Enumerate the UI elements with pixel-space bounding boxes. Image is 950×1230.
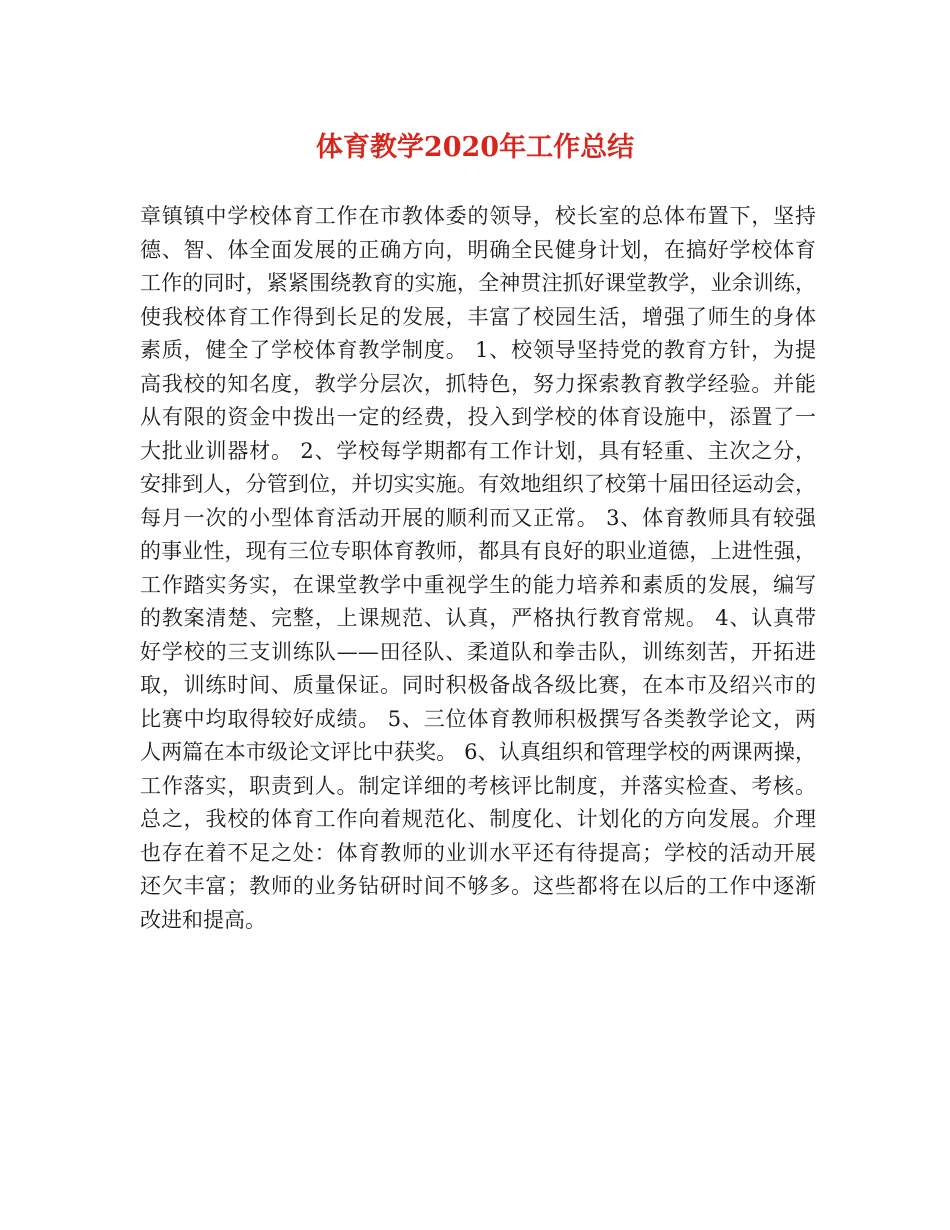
- body-line: 工作踏实务实，在课堂教学中重视学生的能力培养和素质的发展，编写: [140, 572, 816, 597]
- body-line: 总之，我校的体育工作向着规范化、制度化、计划化的方向发展。介理: [140, 807, 816, 831]
- body-line: 改进和提高。: [140, 907, 266, 932]
- document-title: 体育教学2020年工作总结: [315, 132, 635, 163]
- body-line: 德、智、体全面发展的正确方向，明确全民健身计划，在搞好学校体育: [140, 237, 816, 262]
- document-body: [140, 200, 816, 937]
- body-line: 人两篇在本市级论文评比中获奖。 6、认真组织和管理学校的两课两操，: [140, 740, 816, 764]
- body-line: 高我校的知名度，教学分层次，抓特色，努力探索教育教学经验。并能: [140, 371, 816, 396]
- body-line: 的事业性，现有三位专职体育教师，都具有良好的职业道德，上进性强，: [140, 539, 816, 563]
- body-line: 素质，健全了学校体育教学制度。 1、校领导坚持党的教育方针，为提: [140, 338, 816, 362]
- body-line: 章镇镇中学校体育工作在市教体委的领导，校长室的总体布置下，坚持: [140, 204, 816, 228]
- body-line: 好学校的三支训练队——田径队、柔道队和拳击队，训练刻苦，开拓进: [140, 639, 816, 664]
- body-line: 也存在着不足之处：体育教师的业训水平还有待提高；学校的活动开展: [140, 840, 816, 865]
- body-line: 安排到人，分管到位，并切实实施。有效地组织了校第十届田径运动会，: [140, 472, 816, 496]
- body-line: 取，训练时间、质量保证。同时积极备战各级比赛，在本市及绍兴市的: [140, 673, 816, 697]
- body-line: 还欠丰富；教师的业务钻研时间不够多。这些都将在以后的工作中逐渐: [140, 874, 816, 898]
- body-line: 使我校体育工作得到长足的发展，丰富了校园生活，增强了师生的身体: [140, 304, 816, 329]
- body-line: 工作落实，职责到人。制定详细的考核评比制度，并落实检查、考核。: [140, 773, 816, 798]
- body-line: 的教案清楚、完整，上课规范、认真，严格执行教育常规。 4、认真带: [140, 606, 816, 630]
- body-line: 工作的同时，紧紧围绕教育的实施，全神贯注抓好课堂教学，业余训练，: [140, 271, 816, 295]
- body-line: 大批业训器材。 2、学校每学期都有工作计划，具有轻重、主次之分，: [140, 438, 816, 463]
- body-line: 每月一次的小型体育活动开展的顺利而又正常。 3、体育教师具有较强: [140, 505, 816, 530]
- body-line: 从有限的资金中拨出一定的经费，投入到学校的体育设施中，添置了一: [140, 405, 816, 429]
- body-line: 比赛中均取得较好成绩。 5、三位体育教师积极撰写各类教学论文，两: [140, 706, 816, 731]
